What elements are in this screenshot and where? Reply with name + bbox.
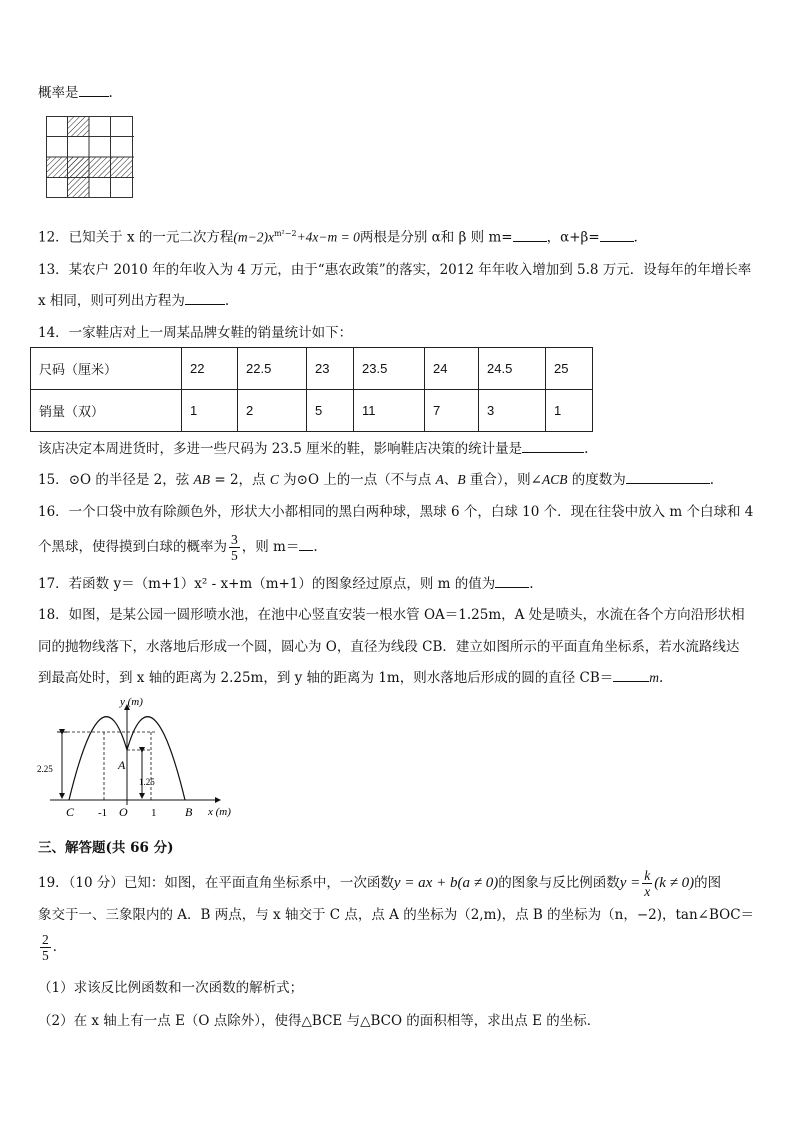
question-19-line2: 象交于一、三象限内的 A．B 两点，与 x 轴交于 C 点，点 A 的坐标为（2,m)，点 B 的坐标为（n，−2)，tan∠BOC＝ — [38, 907, 755, 923]
question-18-line1: 18．如图，是某公园一圆形喷水池，在池中心竖直安装一根水管 OA＝1.25m，A 处是喷头，水流在各个方向沿形状相 — [38, 607, 745, 623]
q11-tail: 概率是 . — [38, 82, 113, 103]
table-row: 尺码（厘米） 22 22.5 23 23.5 24 24.5 25 — [31, 348, 593, 390]
question-18-line3: 到最高处时，到 x 轴的距离为 2.25m，到 y 轴的距离为 1m，则水落地后形成的圆的直径 CB＝ m. — [38, 667, 663, 688]
fraction-k-over-x: $\frac{k}{x}$ — [644, 868, 651, 899]
y-axis-label: y (m) — [120, 696, 143, 708]
right-parabola — [127, 717, 185, 800]
point-B-label: B — [185, 805, 193, 819]
shaded-cell — [68, 116, 90, 137]
section-heading: 三、解答题(共 66 分) — [38, 840, 174, 856]
grid-figure — [46, 116, 134, 198]
question-12: 12．已知关于 x 的一元二次方程$(m-2)x^{m^2-2}+4x-m = 0$两根是分别 α和 β 则 m= ，α+β= ． — [38, 224, 647, 248]
point-C-label: C — [66, 805, 75, 819]
fountain-figure — [30, 693, 250, 825]
question-16-line2: 个黑球，使得摸到白球的概率为 $\frac{3}{5}$ ，则 m＝ . — [38, 532, 318, 563]
fraction: $\frac{3}{5}$ — [231, 532, 238, 563]
point-A-label: A — [118, 758, 126, 772]
tick-minus-1: -1 — [98, 807, 108, 819]
table-row: 销量（双） 1 2 5 11 7 3 1 — [31, 390, 593, 432]
x-axis-label: x (m) — [208, 806, 231, 818]
tick-1: 1 — [151, 807, 157, 819]
question-19-line1: 19．（10 分）已知：如图，在平面直角坐标系中，一次函数y = ax + b(a ≠ 0)的图象与反比例函数y = $\frac{k}{x}$ (k ≠ 0)的图 — [38, 868, 722, 899]
question-14-after: 该店决定本周进货时，多进一些尺码为 23.5 厘米的鞋，影响鞋店决策的统计量是 . — [38, 438, 588, 459]
question-13-line1: 13．某农户 2010 年的年收入为 4 万元，由于“惠农政策”的落实，2012 年年收入增加到 5.8 万元．设每年的年增长率 — [38, 262, 752, 278]
question-17: 17．若函数 y＝（m+1）x² - x+m（m+1）的图象经过原点，则 m 的值为 . — [38, 573, 534, 594]
question-13-line2: x 相同，则可列出方程为 . — [38, 290, 229, 311]
fraction-2-over-5: $\frac{2}{5}$ — [42, 932, 49, 963]
question-19-part1: （1）求该反比例函数和一次函数的解析式； — [38, 980, 304, 996]
shoe-sales-table — [30, 347, 593, 432]
shaded-cell — [68, 178, 90, 199]
question-16-line1: 16．一个口袋中放有除颜色外，形状大小都相同的黑白两种球，黑球 6 个，白球 10 个．现在往袋中放入 m 个白球和 4 — [38, 504, 754, 520]
label-1.25: 1.25 — [139, 777, 155, 787]
question-19-tan-value: $\frac{2}{5}$ ． — [42, 932, 67, 963]
question-19-part2: （2）在 x 轴上有一点 E（O 点除外），使得△BCE 与△BCO 的面积相等，求出点 E 的坐标． — [38, 1013, 601, 1029]
origin-label: O — [119, 805, 128, 819]
question-14-title: 14．一家鞋店对上一周某品牌女鞋的销量统计如下： — [38, 325, 353, 341]
question-15: 15．⊙O 的半径是 2，弦 AB = 2，点 C 为⊙O 上的一点（不与点 A、B 重合），则∠ACB 的度数为 . — [38, 469, 714, 490]
question-18-line2: 同的抛物线落下，水落地后形成一个圆，圆心为 O，直径为线段 CB．建立如图所示的平面直角坐标系，若水流路线达 — [38, 639, 740, 655]
label-2.25: 2.25 — [37, 764, 53, 774]
